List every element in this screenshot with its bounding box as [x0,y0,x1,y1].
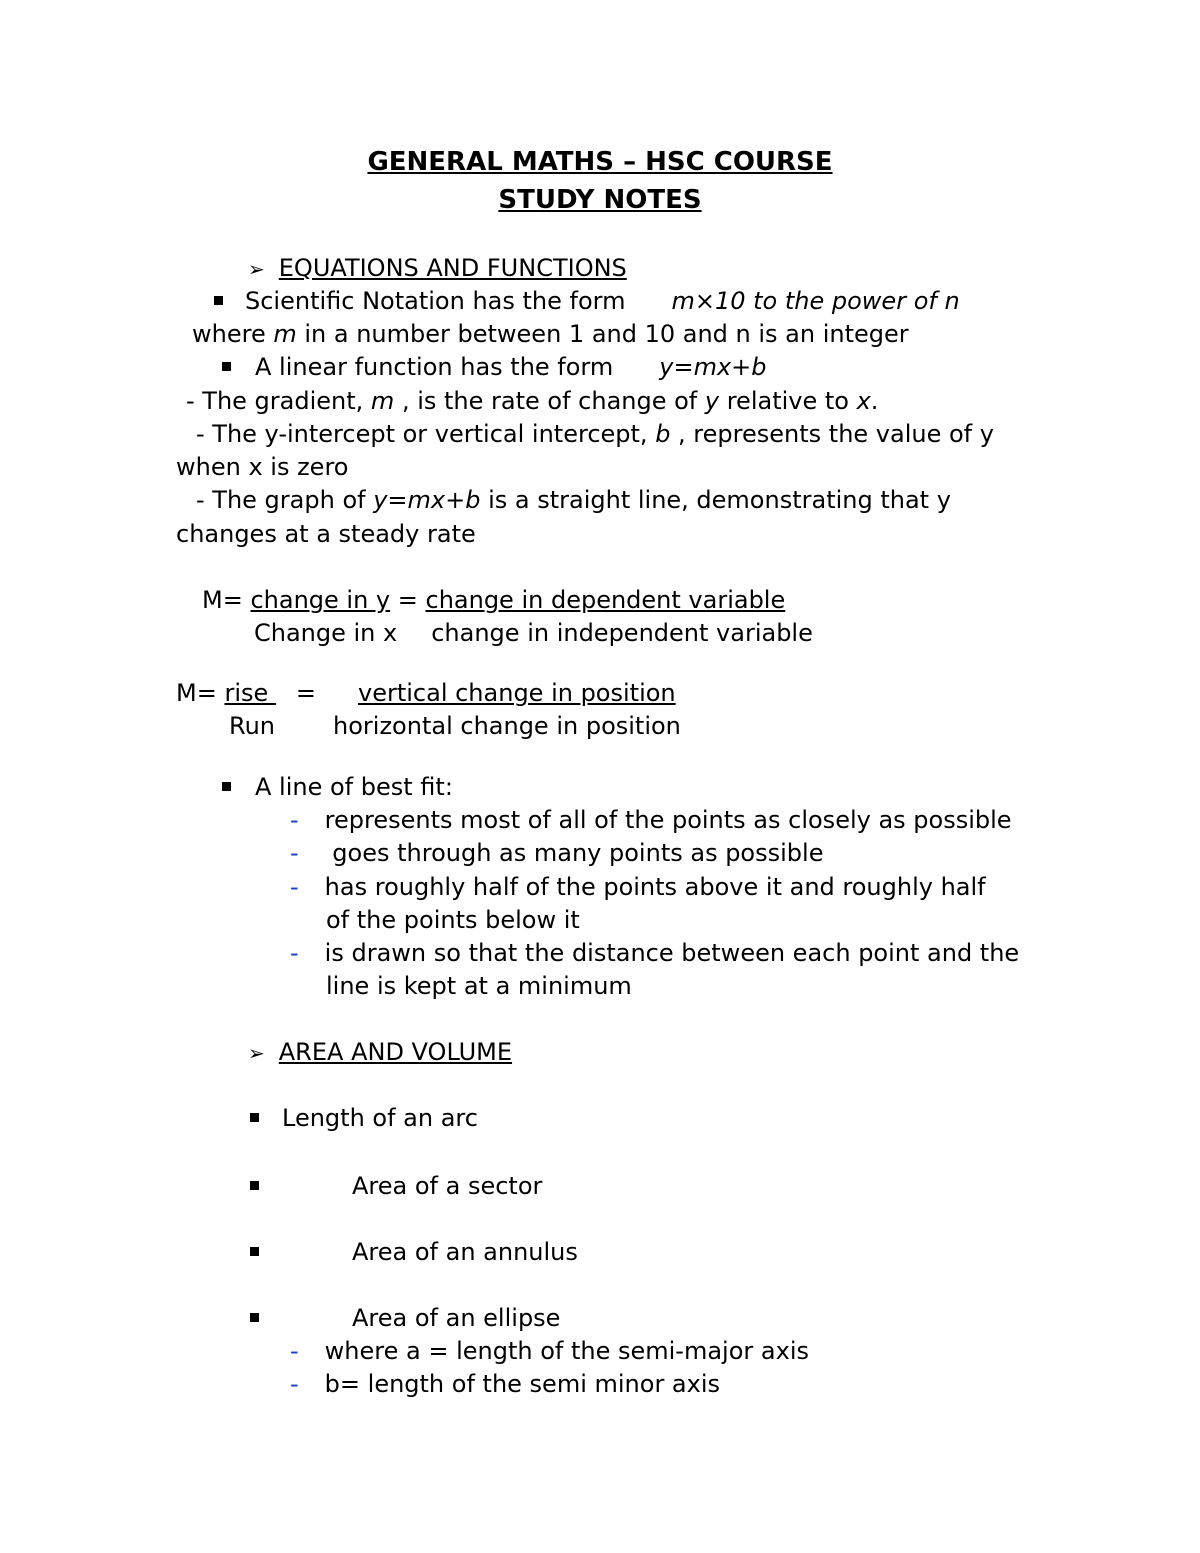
square-bullet-icon [250,1113,259,1122]
best-fit-item: - goes through as many points as possible [290,839,824,867]
section-heading-area: ➢ AREA AND VOLUME [248,1038,513,1066]
square-bullet-icon [214,296,223,305]
dash-bullet-icon: - [290,839,299,867]
best-fit-item: - represents most of all of the points as closely as possible [290,806,1012,834]
document-title: GENERAL MATHS – HSC COURSE [367,147,833,177]
best-fit-item-continued: of the points below it [326,906,580,934]
arrow-bullet-icon: ➢ [248,1041,265,1065]
gradient-formula-numerator: M= change in y = change in dependent variable [202,586,786,614]
rise-run-denominator: Run horizontal change in position [229,712,681,740]
sci-notation-formula: m×10 to the power of n [671,287,960,315]
area-item-ellipse: Area of an ellipse [250,1302,560,1335]
intercept-line: - The y-intercept or vertical intercept, b , represents the value of y [196,420,994,448]
dash-bullet-icon: - [290,1337,299,1365]
ellipse-note: - where a = length of the semi-major axis [290,1337,809,1365]
rise-run-numerator: M= rise = vertical change in position [176,679,676,707]
document-subtitle: STUDY NOTES [498,185,702,215]
linear-formula: y=mx+b [659,353,767,381]
dash-bullet-icon: - [290,806,299,834]
area-item-sector: Area of a sector [250,1170,542,1203]
best-fit-heading: A line of best fit: [222,771,453,804]
square-bullet-icon [250,1181,259,1190]
best-fit-item: - has roughly half of the points above it and roughly half [290,873,986,901]
dash-bullet-icon: - [290,1370,299,1398]
ellipse-note: - b= length of the semi minor axis [290,1370,721,1398]
square-bullet-icon [250,1247,259,1256]
area-item-arc: Length of an arc [250,1102,478,1135]
gradient-line: - The gradient, m , is the rate of change of y relative to x. [186,387,879,415]
linear-function-line: A linear function has the form y=mx+b [222,351,767,384]
intercept-line-2: when x is zero [176,453,349,481]
arrow-bullet-icon: ➢ [248,257,265,281]
best-fit-item-continued: line is kept at a minimum [326,972,632,1000]
square-bullet-icon [222,362,231,371]
dash-bullet-icon: - [290,939,299,967]
section-heading-equations: ➢ EQUATIONS AND FUNCTIONS [248,254,627,282]
graph-line-2: changes at a steady rate [176,520,476,548]
sci-notation-line: Scientific Notation has the form m×10 to the power of n [214,285,960,318]
sci-notation-where: where m in a number between 1 and 10 and n is an integer [192,320,909,348]
area-item-annulus: Area of an annulus [250,1236,578,1269]
square-bullet-icon [222,782,231,791]
square-bullet-icon [250,1313,259,1322]
dash-bullet-icon: - [290,873,299,901]
best-fit-item: - is drawn so that the distance between each point and the [290,939,1020,967]
graph-line: - The graph of y=mx+b is a straight line, demonstrating that y [196,486,951,514]
gradient-formula-denominator: Change in x change in independent variable [254,619,813,647]
